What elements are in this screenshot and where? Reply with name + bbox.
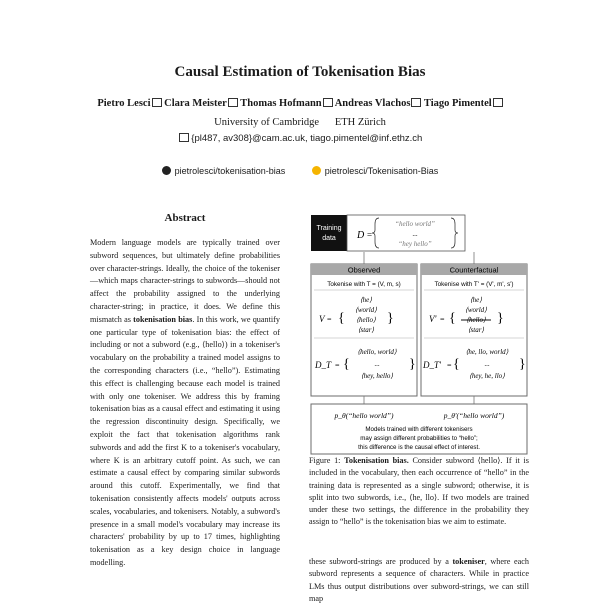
equals-sign: = xyxy=(447,361,452,370)
observed-tokenise: Tokenise with T = (V, m, s) xyxy=(327,281,401,288)
dataset-ellipsis: ... xyxy=(412,230,418,238)
tokenised-symbol: D_T xyxy=(315,360,332,370)
body-part: , where each subword represents a sequence of characters. While in practice LMs thus output distributions over subword-strings, we can still map xyxy=(309,557,529,603)
left-brace: { xyxy=(338,311,345,326)
equals-sign: = xyxy=(327,315,332,324)
right-brace: } xyxy=(497,311,504,326)
counterfactual-tokenise: Tokenise with T' = (V', m', s') xyxy=(434,281,514,288)
affiliations xyxy=(0,117,600,128)
abstract-part: . In this work, we quantify one particular type of tokenisation bias: the effect of including or not a subword (e.g., ⟨hello⟩) in a tokeniser's vocabulary on the probability a trained model assigns to the corresponding characters (i.e., “hello”). Estimating this effect is challenging because each model is trained with only one tokeniser. We address this by framing tokenisation bias as a causal effect and estimating it using the regression discontinuity design. Specifically, we exploit the fact that tokenisation algorithms rank subwords and add the first K to a tokeniser's vocabulary, where K is an arbitrary cutoff point. As such, we can estimate a causal effect by comparing similar subwords around this cutoff. Experimentally, we find that tokenisation consistently affects models' outputs across scales, vocabularies, and tokenisers. Notably, a subword's presence in a small model's vocabulary may increase its characters' probability by up to 17 times, highlighting tokenisation as a key design choice in language modelling. xyxy=(90,314,281,567)
bottom-note: this difference is the causal effect of interest. xyxy=(358,444,480,451)
vocab-item: ⟨world⟩ xyxy=(355,306,377,314)
huggingface-link-text: pietrolesci/Tokenisation-Bias xyxy=(324,166,439,176)
body-part: these subword-strings are produced by a xyxy=(309,557,453,566)
body-term: tokeniser xyxy=(452,557,485,566)
figure-caption xyxy=(309,455,529,529)
author-name: Clara Meister xyxy=(164,98,227,109)
github-icon xyxy=(162,166,171,175)
email-icon xyxy=(179,133,189,142)
tokenised-item: ⟨he, llo, world⟩ xyxy=(465,348,509,356)
equals-sign: = xyxy=(367,230,373,240)
affiliation: University of Cambridge xyxy=(214,117,320,128)
author-emails xyxy=(0,133,600,144)
author-name: Pietro Lesci xyxy=(97,98,151,109)
caption-label: Figure 1: xyxy=(309,456,341,465)
bottom-note: Models trained with different tokenisers xyxy=(365,426,473,433)
github-link-text: pietrolesci/tokenisation-bias xyxy=(174,166,286,176)
training-data-box xyxy=(311,215,347,251)
affiliation: ETH Zürich xyxy=(334,117,386,128)
dataset-item: “hey hello” xyxy=(398,240,432,248)
equals-sign: = xyxy=(335,361,340,370)
vocab-item-removed: ⟨hello⟩ xyxy=(466,316,486,324)
resource-links xyxy=(0,166,600,176)
dataset-item: “hello world” xyxy=(395,220,435,228)
caption-text: Consider subword ⟨hello⟩. If it is included in the vocabulary, then each occurrence of “hello” in the training data is represented as a single subword; otherwise, it is split into two subwords, i.e., ⟨he, llo⟩. If two models are trained under these two settings, the difference in the probability they assign to “hello” is the tokenisation bias we aim to estimate. xyxy=(309,456,529,527)
vocab-item: ⟨he⟩ xyxy=(469,296,483,304)
tokenised-item: ⟨hey, hello⟩ xyxy=(360,372,394,380)
vocab-symbol: V xyxy=(319,314,325,324)
left-brace xyxy=(372,218,379,248)
email-icon xyxy=(152,98,162,107)
tokenised-symbol: D_T' xyxy=(423,360,441,370)
abstract-text xyxy=(90,237,280,570)
email-icon xyxy=(411,98,421,107)
right-brace: } xyxy=(409,357,416,372)
email-list: {pl487, av308}@cam.ac.uk, tiago.pimentel@inf.ethz.ch xyxy=(191,133,423,144)
figure-1 xyxy=(309,212,529,455)
huggingface-link[interactable] xyxy=(312,166,439,176)
huggingface-icon xyxy=(312,166,321,175)
left-brace: { xyxy=(453,357,460,372)
body-text xyxy=(309,556,529,605)
equals-sign: = xyxy=(440,315,445,324)
abstract-term: tokenisation bias xyxy=(133,314,193,324)
abstract-heading: Abstract xyxy=(164,212,206,224)
vocab-item: ⟨star⟩ xyxy=(467,326,485,334)
email-icon xyxy=(323,98,333,107)
right-brace: } xyxy=(519,357,526,372)
caption-title: Tokenisation bias. xyxy=(344,456,409,465)
training-label-2: data xyxy=(322,235,336,242)
tokenised-ellipsis: ... xyxy=(484,360,490,368)
right-brace: } xyxy=(387,311,394,326)
author-list xyxy=(50,98,550,109)
author-name: Tiago Pimentel xyxy=(423,98,492,109)
right-brace xyxy=(451,218,458,248)
abstract-part: Modern language models are typically trained over subword sequences, but ultimately define probabilities over character-strings. Ideally, the choice of the tokeniser—which maps character-strings to subwords—should not affect the probability assigned to the underlying character-string; in practice, it does. We define this mismatch as xyxy=(90,238,280,324)
paper-title: Causal Estimation of Tokenisation Bias xyxy=(174,64,426,80)
dataset-symbol: D xyxy=(357,230,365,241)
email-icon xyxy=(493,98,503,107)
vocab-item: ⟨hello⟩ xyxy=(356,316,376,324)
author-name: Thomas Hofmann xyxy=(240,98,322,109)
tokenised-item: ⟨hey, he, llo⟩ xyxy=(469,372,505,380)
training-label: Training xyxy=(316,225,342,232)
github-link[interactable] xyxy=(162,166,286,176)
left-brace: { xyxy=(449,311,456,326)
email-icon xyxy=(228,98,238,107)
bottom-note: may assign different probabilities to “hello”; xyxy=(360,435,478,442)
vocab-item: ⟨world⟩ xyxy=(465,306,487,314)
vocab-symbol: V' xyxy=(429,314,437,324)
tokenised-item: ⟨hello, world⟩ xyxy=(357,348,397,356)
left-brace: { xyxy=(343,357,350,372)
counterfactual-probability: p_θ'(“hello world”) xyxy=(443,411,505,420)
tokenised-ellipsis: ... xyxy=(374,360,380,368)
author-name: Andreas Vlachos xyxy=(334,98,411,109)
counterfactual-header: Counterfactual xyxy=(449,265,499,275)
observed-header: Observed xyxy=(347,265,381,275)
vocab-item: ⟨star⟩ xyxy=(357,326,375,334)
vocab-item: ⟨he⟩ xyxy=(359,296,373,304)
observed-probability: p_θ(“hello world”) xyxy=(334,411,394,420)
